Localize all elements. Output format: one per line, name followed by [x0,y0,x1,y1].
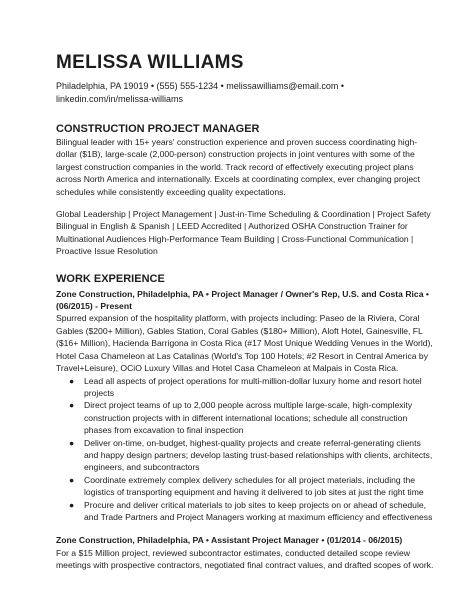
job-bullet [56,499,434,524]
contact-line-2: linkedin.com/in/melissa-williams [56,94,184,104]
job-bullet-text: Direct project teams of up to 2,000 people across multiple large-scale, high-complexity construction projects with in different international locations; schedule all construction phases from excavation to final inspection [84,400,413,436]
job-entry [56,288,434,524]
bullet-dot-icon: ● [69,474,75,485]
bullet-dot-icon: ● [69,437,75,448]
candidate-name: MELISSA WILLIAMS [56,52,244,73]
work-experience-title: WORK EXPERIENCE [56,272,165,285]
job-bullet-text: Coordinate extremely complex delivery schedules for all project materials, including the logistics of transporting equipment and having it delivered to job sites at just the right time [84,474,424,498]
summary-title: CONSTRUCTION PROJECT MANAGER [56,123,260,135]
job-bullet [56,437,434,474]
bullet-dot-icon: ● [69,400,75,411]
job-description: Spurred expansion of the hospitality platform, with projects including: Paseo de la Riviera, Coral Gables ($200+ Million), Gables Station, Coral Gables ($180+ Million), Aloft Hotel, Gainesville, FL ($16+ Million), Hacienda Barrigona in Costa Rica (#17 Most Unique Wedding Venues in the World), Hotel Casa Chameleon at Las Catalinas (World's Top 100 Hotels; #2 Resort in Central America by Travel+Leisure), OCiO Luxury Villas and Hotel Casa Chameleon at Malpais in Costa Rica. [56,313,433,374]
job-bullets [56,375,434,524]
job-bullet [56,375,434,400]
job-bullet-text: Deliver on-time, on-budget, highest-quality projects and create referral-generating clients and happy design partners; develop lasting trust-based relationships with clients, architects, engineers, and subcontractors [84,437,433,473]
job-bullet-text: Procure and deliver critical materials to job sites to keep projects on or ahead of schedule, and Trade Partners and Project Managers working at maximum efficiency and effectiveness [84,499,433,522]
job-entry [56,534,434,571]
skills-text: Global Leadership | Project Management | Just-in-Time Scheduling & Coordination | Project Safety Bilingual in English & Spanish | LEED Accredited | Authorized OSHA Construction Trainer for Multinational Audiences High-Performance Team Building | Cross-Functional Communication | Proactive Issue Resolution [56,209,431,257]
bullet-dot-icon: ● [69,375,75,386]
job-bullet [56,399,434,436]
summary-text: Bilingual leader with 15+ years' construction experience and proven success coordinating high-dollar ($1B), large-scale (2,000-person) construction projects in joint ventures with some of the largest construction companies in the world. Track record of effectively executing project plans across North America and internationally. Excels at coordinating complex, ever changing project schedules while consistently exceeding quality expectations. [56,137,420,197]
job-description: For a $15 Million project, reviewed subcontractor estimates, conducted detailed scope review meetings with prospective contractors, negotiated final contract values, and drafted scopes of work. [56,547,434,571]
job-heading: Zone Construction, Philadelphia, PA • Project Manager / Owner's Rep, U.S. and Costa Rica • (06/2015) - Present [56,288,429,312]
contact-line-1: Philadelphia, PA 19019 • (555) 555-1234 • melissawilliams@email.com • [56,81,345,91]
job-heading: Zone Construction, Philadelphia, PA • Assistant Project Manager • (01/2014 - 06/2015) [56,535,403,546]
job-bullet [56,474,434,499]
job-bullet-text: Lead all aspects of project operations for multi-million-dollar luxury home and resort hotel projects [84,375,422,398]
bullet-dot-icon: ● [69,499,75,510]
